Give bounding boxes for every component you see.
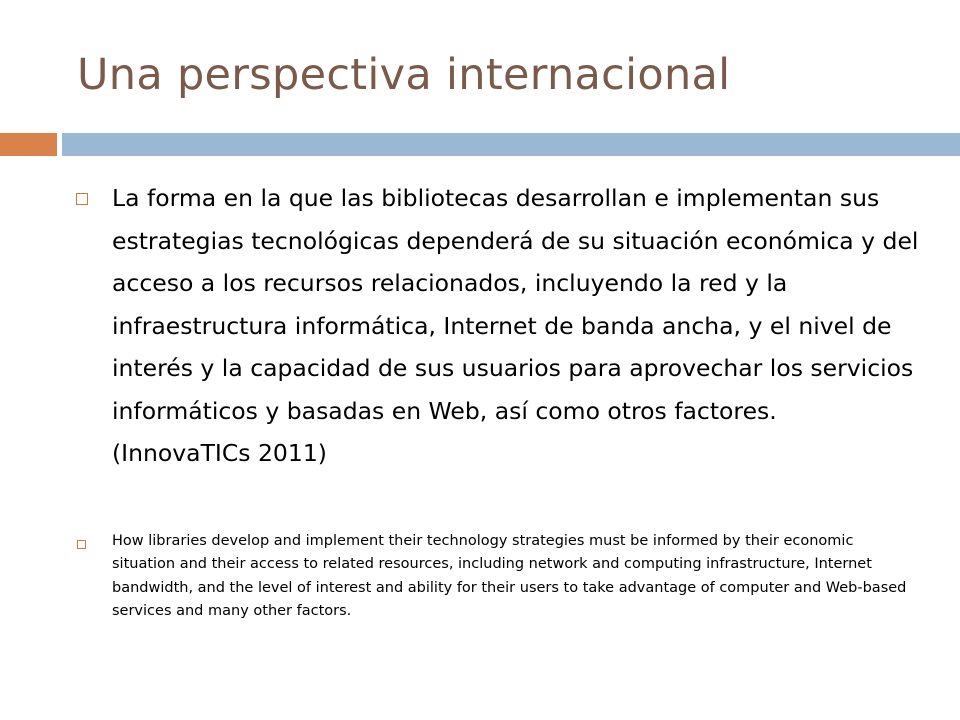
- bullet-text-english: How libraries develop and implement their technology strategies must be informed by their economic situation and their access to related resources, including network and computing infrastructure, Internet bandwidth, and the level of interest and ability for their users to take advantage of computer and Web-based services and many other factors.: [112, 533, 907, 619]
- bullet-text-spanish: La forma en la que las bibliotecas desarrollan e implementan sus estrategias tecnológicas dependerá de su situación económica y del acceso a los recursos relacionados, incluyendo la red y la infraestructura informática, Internet de banda ancha, y el nivel de interés y la capacidad de sus usuarios para aprovechar los servicios informáticos y basadas en Web, así como otros factores. (InnovaTICs 2011): [112, 184, 919, 467]
- square-bullet-icon: [76, 193, 88, 205]
- title-accent-bar: [0, 133, 57, 156]
- square-bullet-icon: [77, 540, 86, 549]
- slide-title: Una perspectiva internacional: [77, 50, 731, 100]
- title-divider-bar: [62, 133, 960, 156]
